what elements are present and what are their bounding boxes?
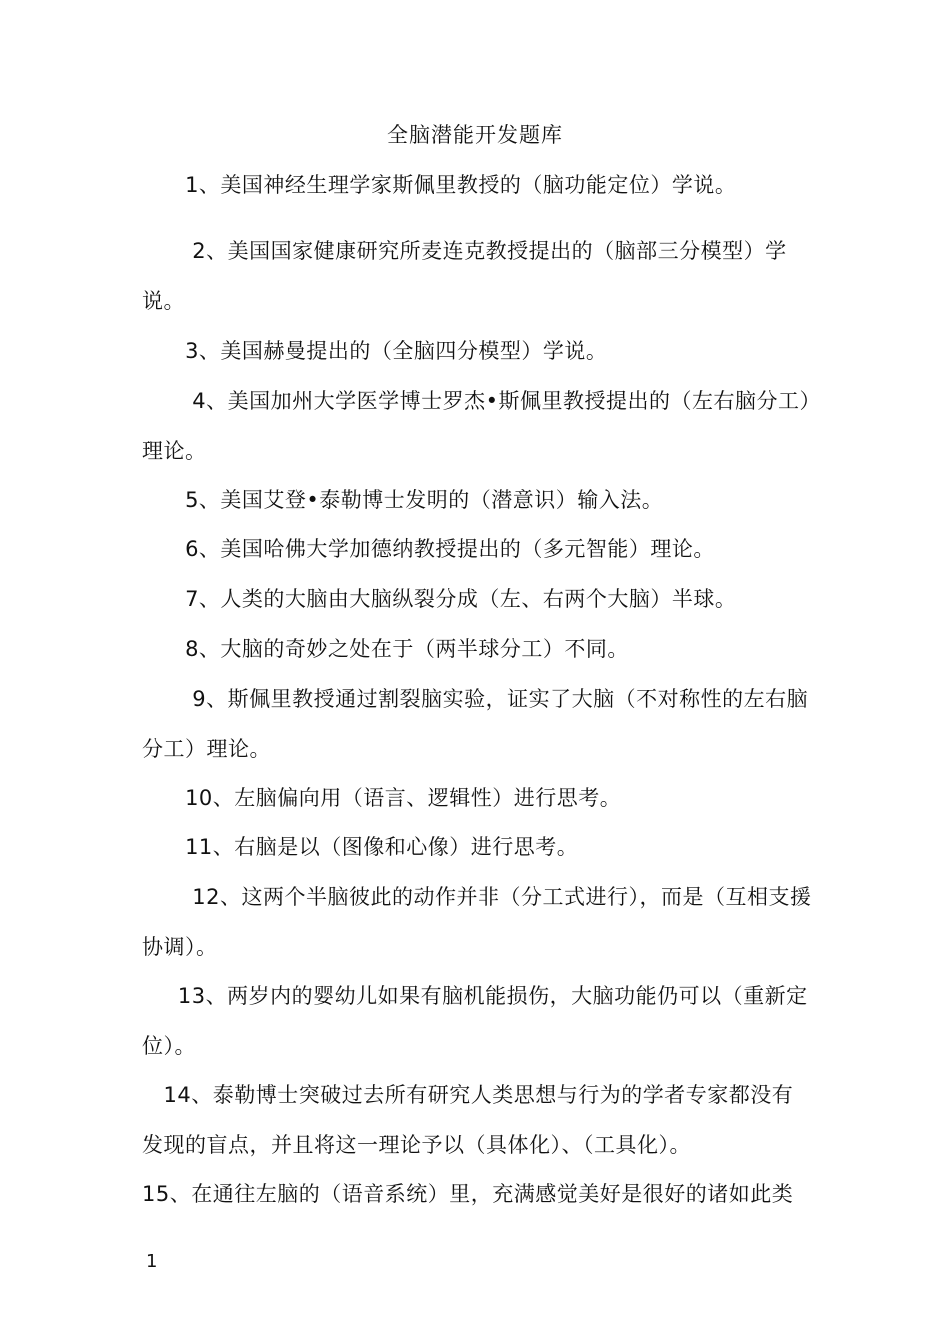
question-item-4: 4、美国加州大学医学博士罗杰•斯佩里教授提出的（左右脑分工）理论。 <box>142 389 811 463</box>
question-item-6: 6、美国哈佛大学加德纳教授提出的（多元智能）理论。 <box>142 537 715 561</box>
question-item-8: 8、大脑的奇妙之处在于（两半球分工）不同。 <box>142 637 629 661</box>
question-item-5: 5、美国艾登•泰勒博士发明的（潜意识）输入法。 <box>142 488 664 512</box>
question-item-2: 2、美国国家健康研究所麦连克教授提出的（脑部三分模型）学说。 <box>142 239 787 313</box>
page-number: 1 <box>146 1251 158 1272</box>
question-item-3: 3、美国赫曼提出的（全脑四分模型）学说。 <box>142 339 608 363</box>
question-item-9: 9、斯佩里教授通过割裂脑实验，证实了大脑（不对称性的左右脑分工）理论。 <box>142 687 809 761</box>
question-item-13: 13、两岁内的婴幼儿如果有脑机能损伤，大脑功能仍可以（重新定位）。 <box>142 984 808 1058</box>
question-item-14: 14、泰勒博士突破过去所有研究人类思想与行为的学者专家都没有发现的盲点，并且将这一理论予以（具体化）、（工具化）。 <box>142 1083 794 1157</box>
question-item-12: 12、这两个半脑彼此的动作并非（分工式进行），而是（互相支援协调）。 <box>142 885 812 959</box>
question-item-10: 10、左脑偏向用（语言、逻辑性）进行思考。 <box>142 786 622 810</box>
question-item-11: 11、右脑是以（图像和心像）进行思考。 <box>142 835 579 859</box>
document-title: 全脑潜能开发题库 <box>387 123 563 147</box>
question-item-7: 7、人类的大脑由大脑纵裂分成（左、右两个大脑）半球。 <box>142 587 737 611</box>
question-item-15: 15、在通往左脑的（语音系统）里，充满感觉美好是很好的诸如此类 <box>142 1182 794 1206</box>
question-item-1: 1、美国神经生理学家斯佩里教授的（脑功能定位）学说。 <box>142 173 737 197</box>
